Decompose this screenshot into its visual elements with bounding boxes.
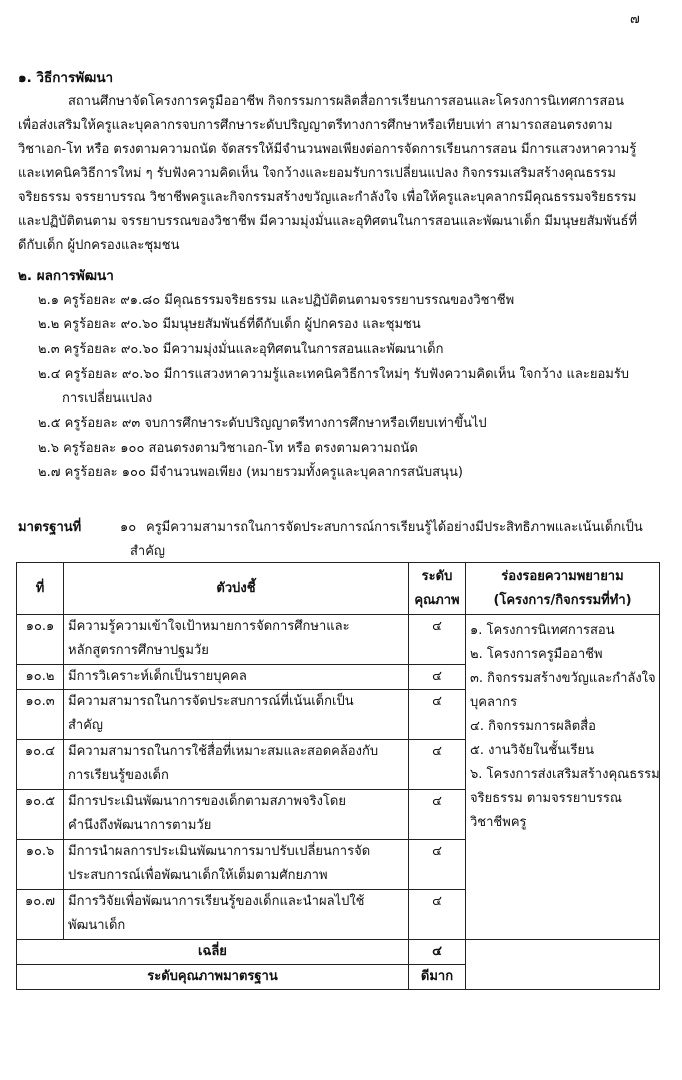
result-item: ๒.๕ ครูร้อยละ ๙๓ จบการศึกษาระดับปริญญาตรีทางการศึกษาหรือเทียบเท่าขึ้นไป	[38, 416, 487, 431]
row-indicator	[64, 840, 409, 890]
header-level-line1: ระดับ	[421, 568, 453, 584]
row-level: ๔	[409, 890, 466, 940]
average-blank	[466, 940, 660, 965]
activity-line: จริยธรรม ตามจรรยาบรรณ	[470, 791, 622, 806]
row-number: ๑๐.๑	[17, 615, 64, 665]
standard-label: มาตรฐานที่	[18, 520, 82, 535]
quality-blank	[466, 965, 660, 990]
row-level: ๔	[409, 740, 466, 790]
row-level: ๔	[409, 790, 466, 840]
row-number: ๑๐.๕	[17, 790, 64, 840]
indicator-line: คำนึงถึงพัฒนาการตามวัย	[68, 818, 212, 833]
indicator-line: มีความสามารถในการจัดประสบการณ์ที่เน้นเด็กเป็น	[68, 694, 354, 709]
header-evidence-line1: ร่องรอยความพยายาม	[501, 568, 624, 584]
result-item: ๒.๑ ครูร้อยละ ๙๑.๘๐ มีคุณธรรมจริยธรรม และปฏิบัติตนตามจรรยาบรรณของวิชาชีพ	[38, 293, 515, 308]
indicator-line: พัฒนาเด็ก	[68, 918, 126, 933]
row-number: ๑๐.๓	[17, 690, 64, 740]
indicator-line: ประสบการณ์เพื่อพัฒนาเด็กให้เต็มตามศักยภาพ	[68, 868, 328, 883]
indicator-line: มีการนำผลการประเมินพัฒนาการมาปรับเปลี่ยนการจัด	[68, 844, 371, 859]
activity-line: ๒. โครงการครูมืออาชีพ	[470, 647, 603, 662]
paragraph-line: วิชาเอก-โท หรือ ตรงตามความถนัด จัดสรรให้มีจำนวนพอเพียงต่อการจัดการเรียนการสอน มีการแสวงหาความรู้	[18, 142, 637, 157]
indicator-line: มีความสามารถในการใช้สื่อที่เหมาะสมและสอดคล้องกับ	[68, 744, 379, 759]
row-level: ๔	[409, 840, 466, 890]
indicator-line: มีความรู้ความเข้าใจเป้าหมายการจัดการศึกษาและ	[68, 619, 350, 634]
result-item: ๒.๗ ครูร้อยละ ๑๐๐ มีจำนวนพอเพียง (หมายรวมทั้งครูและบุคลากรสนับสนุน)	[38, 465, 463, 480]
activity-line: ๔. กิจกรรมการผลิตสื่อ	[470, 719, 596, 734]
quality-value: ดีมาก	[409, 965, 466, 990]
activity-line: ๑. โครงการนิเทศการสอน	[470, 623, 615, 638]
activity-line: วิชาชีพครู	[470, 815, 527, 830]
result-item-continuation: การเปลี่ยนแปลง	[62, 391, 153, 406]
quality-label: ระดับคุณภาพมาตรฐาน	[17, 965, 409, 990]
activity-line: บุคลากร	[470, 695, 518, 710]
indicator-line: มีการวิจัยเพื่อพัฒนาการเรียนรู้ของเด็กและนำผลไปใช้	[68, 894, 365, 909]
row-indicator	[64, 890, 409, 940]
result-item	[38, 363, 629, 411]
indicator-line: การเรียนรู้ของเด็ก	[68, 768, 169, 783]
average-value: ๔	[409, 940, 466, 965]
row-number: ๑๐.๖	[17, 840, 64, 890]
paragraph-line: และปฏิบัติตนตาม จรรยาบรรณของวิชาชีพ มีความมุ่งมั่นและอุทิศตนในการสอนและพัฒนาเด็ก มีมนุษยสัมพันธ์ที่	[18, 214, 638, 229]
average-label: เฉลี่ย	[17, 940, 409, 965]
section2-heading: ๒. ผลการพัฒนา	[18, 268, 114, 284]
activity-line: ๕. งานวิจัยในชั้นเรียน	[470, 743, 595, 758]
table-header-row	[17, 563, 660, 615]
indicator-line: หลักสูตรการศึกษาปฐมวัย	[68, 643, 209, 658]
paragraph-line: เพื่อส่งเสริมให้ครูและบุคลากรจบการศึกษาระดับปริญญาตรีทางการศึกษาหรือเทียบเท่า สามารถสอนตรงตาม	[18, 118, 613, 133]
section1-heading: ๑. วิธีการพัฒนา	[18, 70, 114, 86]
table-row	[17, 615, 660, 665]
row-indicator	[64, 665, 409, 690]
indicator-line: มีการประเมินพัฒนาการของเด็กตามสภาพจริงโดย	[68, 794, 346, 809]
quality-row	[17, 965, 660, 990]
activities-cell	[466, 615, 660, 940]
header-indicator: ตัวบ่งชี้	[64, 563, 409, 615]
standard-title: ครูมีความสามารถในการจัดประสบการณ์การเรียนรู้ได้อย่างมีประสิทธิภาพและเน้นเด็กเป็น	[146, 520, 643, 535]
row-indicator	[64, 790, 409, 840]
header-no: ที่	[17, 563, 64, 615]
activity-line: ๖. โครงการส่งเสริมสร้างคุณธรรม	[470, 767, 660, 782]
indicator-line: สำคัญ	[68, 718, 104, 733]
row-indicator	[64, 690, 409, 740]
paragraph-line: ดีกับเด็ก ผู้ปกครองและชุมชน	[18, 238, 180, 253]
indicator-line: มีการวิเคราะห์เด็กเป็นรายบุคคล	[68, 669, 247, 684]
standard-number: ๑๐	[120, 520, 137, 535]
row-level: ๔	[409, 665, 466, 690]
result-item: ๒.๖ ครูร้อยละ ๑๐๐ สอนตรงตามวิชาเอก-โท หรือ ตรงตามความถนัด	[38, 441, 418, 456]
header-level	[409, 563, 466, 615]
page-number: ๗	[630, 12, 640, 27]
paragraph-line: และเทคนิควิธีการใหม่ ๆ รับฟังความคิดเห็น ใจกว้างและยอมรับการเปลี่ยนแปลง กิจกรรมเสริมสร้างคุณธรรม	[18, 166, 616, 181]
result-item-text: ๒.๔ ครูร้อยละ ๙๐.๖๐ มีการแสวงหาความรู้และเทคนิควิธีการใหม่ๆ รับฟังความคิดเห็น ใจกว้าง และยอมรับ	[38, 367, 630, 382]
standard-title-continued: สำคัญ	[130, 544, 166, 559]
header-level-line2: คุณภาพ	[414, 592, 460, 608]
paragraph-line: สถานศึกษาจัดโครงการครูมืออาชีพ กิจกรรมการผลิตสื่อการเรียนการสอนและโครงการนิเทศการสอน	[68, 94, 624, 109]
header-evidence-line2: (โครงการ/กิจกรรมที่ทำ)	[493, 592, 632, 608]
row-number: ๑๐.๔	[17, 740, 64, 790]
row-number: ๑๐.๒	[17, 665, 64, 690]
header-evidence	[466, 563, 660, 615]
result-item: ๒.๒ ครูร้อยละ ๙๐.๖๐ มีมนุษยสัมพันธ์ที่ดีกับเด็ก ผู้ปกครอง และชุมชน	[38, 317, 421, 332]
indicator-table	[16, 562, 660, 990]
result-item: ๒.๓ ครูร้อยละ ๙๐.๖๐ มีความมุ่งมั่นและอุทิศตนในการสอนและพัฒนาเด็ก	[38, 342, 444, 357]
row-number: ๑๐.๗	[17, 890, 64, 940]
average-row	[17, 940, 660, 965]
row-indicator	[64, 615, 409, 665]
activity-line: ๓. กิจกรรมสร้างขวัญและกำลังใจ	[470, 671, 656, 686]
paragraph-line: จริยธรรม จรรยาบรรณ วิชาชีพครูและกิจกรรมสร้างขวัญและกำลังใจ เพื่อให้ครูและบุคลากรมีคุณธรรมจริยธรรม	[18, 190, 637, 205]
row-level: ๔	[409, 615, 466, 665]
row-indicator	[64, 740, 409, 790]
row-level: ๔	[409, 690, 466, 740]
